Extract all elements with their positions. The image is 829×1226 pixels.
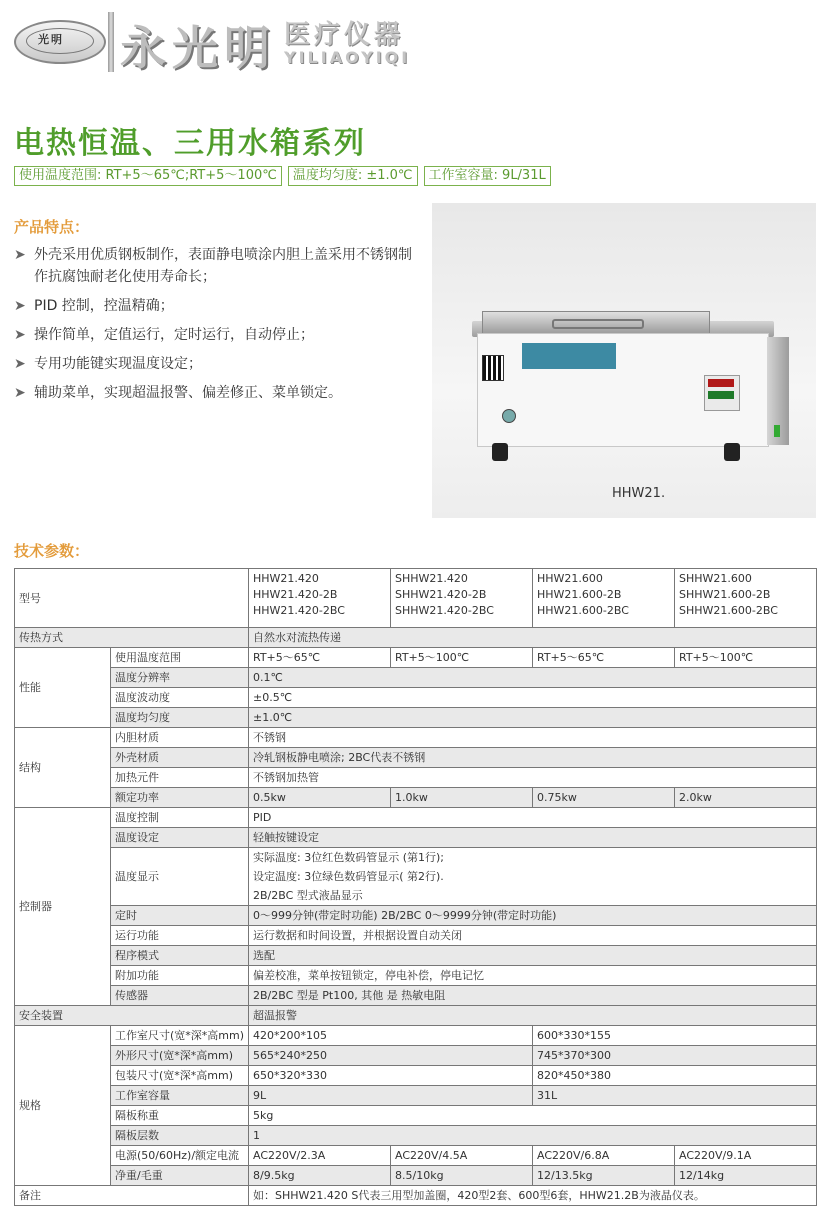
lid-handle bbox=[552, 319, 644, 329]
foot-right bbox=[724, 443, 740, 461]
qr-code-icon bbox=[482, 355, 504, 381]
table-row: 电源(50/60Hz)/额定电流 AC220V/2.3A AC220V/4.5A AC220V/6.8A AC220V/9.1A bbox=[15, 1146, 817, 1166]
page-title: 电热恒温、三用水箱系列 bbox=[14, 126, 366, 161]
red-display bbox=[708, 379, 734, 387]
table-row: 温度设定 轻触按键设定 bbox=[15, 828, 817, 848]
table-row: 额定功率 0.5kw 1.0kw 0.75kw 2.0kw bbox=[15, 788, 817, 808]
display-lines: 实际温度: 3位红色数码管显示 (第1行); 设定温度: 3位绿色数码管显示( 第2行). 2B/2BC 型式液晶显示 bbox=[249, 848, 817, 906]
brand-subtitle: 医疗仪器 bbox=[284, 20, 405, 50]
model-col-1: HHW21.420 HHW21.420-2B HHW21.420-2BC bbox=[249, 569, 391, 628]
logo-divider bbox=[108, 12, 114, 72]
spec-uniformity: 温度均匀度: ±1.0℃ bbox=[288, 166, 418, 186]
model-col-2: SHHW21.420 SHHW21.420-2B SHHW21.420-2BC bbox=[391, 569, 533, 628]
green-display bbox=[708, 391, 734, 399]
arrow-icon: ➤ bbox=[14, 327, 26, 343]
header bbox=[0, 0, 829, 80]
feature-item: ➤ 专用功能键实现温度设定； bbox=[14, 353, 424, 375]
table-row: 隔板称重 5kg bbox=[15, 1106, 817, 1126]
label-plate bbox=[522, 343, 616, 369]
spec-bar bbox=[14, 166, 551, 186]
table-row: 温度均匀度 ±1.0℃ bbox=[15, 708, 817, 728]
features-heading: 产品特点： bbox=[14, 218, 90, 236]
table-row: 传热方式 自然水对流热传递 bbox=[15, 628, 817, 648]
table-row: 程序模式 选配 bbox=[15, 946, 817, 966]
logo-text: 光明 bbox=[38, 33, 64, 46]
model-col-4: SHHW21.600 SHHW21.600-2B SHHW21.600-2BC bbox=[675, 569, 817, 628]
foot-left bbox=[492, 443, 508, 461]
table-row: 加热元件 不锈钢加热管 bbox=[15, 768, 817, 788]
table-row: 规格 工作室尺寸(宽*深*高mm) 420*200*105 600*330*155 bbox=[15, 1026, 817, 1046]
arrow-icon: ➤ bbox=[14, 247, 26, 263]
params-heading: 技术参数： bbox=[14, 542, 90, 560]
table-row: 温度分辨率 0.1℃ bbox=[15, 668, 817, 688]
brand-english: YILIAOYIQI bbox=[284, 48, 411, 67]
table-row: 安全装置 超温报警 bbox=[15, 1006, 817, 1026]
table-row: 工作室容量 9L 31L bbox=[15, 1086, 817, 1106]
company-logo bbox=[14, 20, 106, 64]
table-row: 温度显示 实际温度: 3位红色数码管显示 (第1行); 设定温度: 3位绿色数码管显示( 第2行). 2B/2BC 型式液晶显示 bbox=[15, 848, 817, 906]
brand-name: 永光明 bbox=[120, 21, 276, 75]
spec-temp-range: 使用温度范围: RT+5～65℃;RT+5～100℃ bbox=[14, 166, 282, 186]
product-photo bbox=[432, 203, 816, 518]
feature-item: ➤ PID 控制，控温精确； bbox=[14, 295, 424, 317]
table-row: 温度波动度 ±0.5℃ bbox=[15, 688, 817, 708]
feature-item: ➤ 外壳采用优质钢板制作，表面静电喷涂内胆上盖采用不锈钢制作抗腐蚀耐老化使用寿命长； bbox=[14, 244, 424, 288]
table-row: 附加功能 偏差校准，菜单按钮锁定，停电补偿，停电记忆 bbox=[15, 966, 817, 986]
table-row: 控制器 温度控制 PID bbox=[15, 808, 817, 828]
table-row: 包装尺寸(宽*深*高mm) 650*320*330 820*450*380 bbox=[15, 1066, 817, 1086]
photo-caption: HHW21. bbox=[612, 486, 666, 501]
feature-item: ➤ 辅助菜单，实现超温报警、偏差修正、菜单锁定。 bbox=[14, 382, 424, 404]
table-row: 净重/毛重 8/9.5kg 8.5/10kg 12/13.5kg 12/14kg bbox=[15, 1166, 817, 1186]
table-row: 性能 使用温度范围 RT+5～65℃ RT+5～100℃ RT+5～65℃ RT+5～100℃ bbox=[15, 648, 817, 668]
drain-valve bbox=[502, 409, 516, 423]
spec-capacity: 工作室容量: 9L/31L bbox=[424, 166, 551, 186]
table-row: 结构 内胆材质 不锈钢 bbox=[15, 728, 817, 748]
arrow-icon: ➤ bbox=[14, 298, 26, 314]
table-row bbox=[15, 569, 817, 628]
features-list bbox=[14, 244, 424, 411]
power-switch bbox=[774, 425, 780, 437]
table-row: 外壳材质 冷轧钢板静电喷涂; 2BC代表不锈钢 bbox=[15, 748, 817, 768]
params-table bbox=[14, 568, 817, 1206]
table-row: 备注 如：SHHW21.420 S代表三用型加盖圈，420型2套、600型6套，HHW21.2B为液晶仪表。 bbox=[15, 1186, 817, 1206]
table-row: 外形尺寸(宽*深*高mm) 565*240*250 745*370*300 bbox=[15, 1046, 817, 1066]
table-row: 传感器 2B/2BC 型是 Pt100, 其他 是 热敏电阻 bbox=[15, 986, 817, 1006]
arrow-icon: ➤ bbox=[14, 385, 26, 401]
table-row: 隔板层数 1 bbox=[15, 1126, 817, 1146]
model-col-3: HHW21.600 HHW21.600-2B HHW21.600-2BC bbox=[533, 569, 675, 628]
model-label: 型号 bbox=[15, 569, 249, 628]
arrow-icon: ➤ bbox=[14, 356, 26, 372]
table-row: 定时 0～999分钟(带定时功能) 2B/2BC 0～9999分钟(带定时功能) bbox=[15, 906, 817, 926]
table-row: 运行功能 运行数据和时间设置，并根据设置自动关闭 bbox=[15, 926, 817, 946]
feature-item: ➤ 操作简单，定值运行，定时运行，自动停止； bbox=[14, 324, 424, 346]
